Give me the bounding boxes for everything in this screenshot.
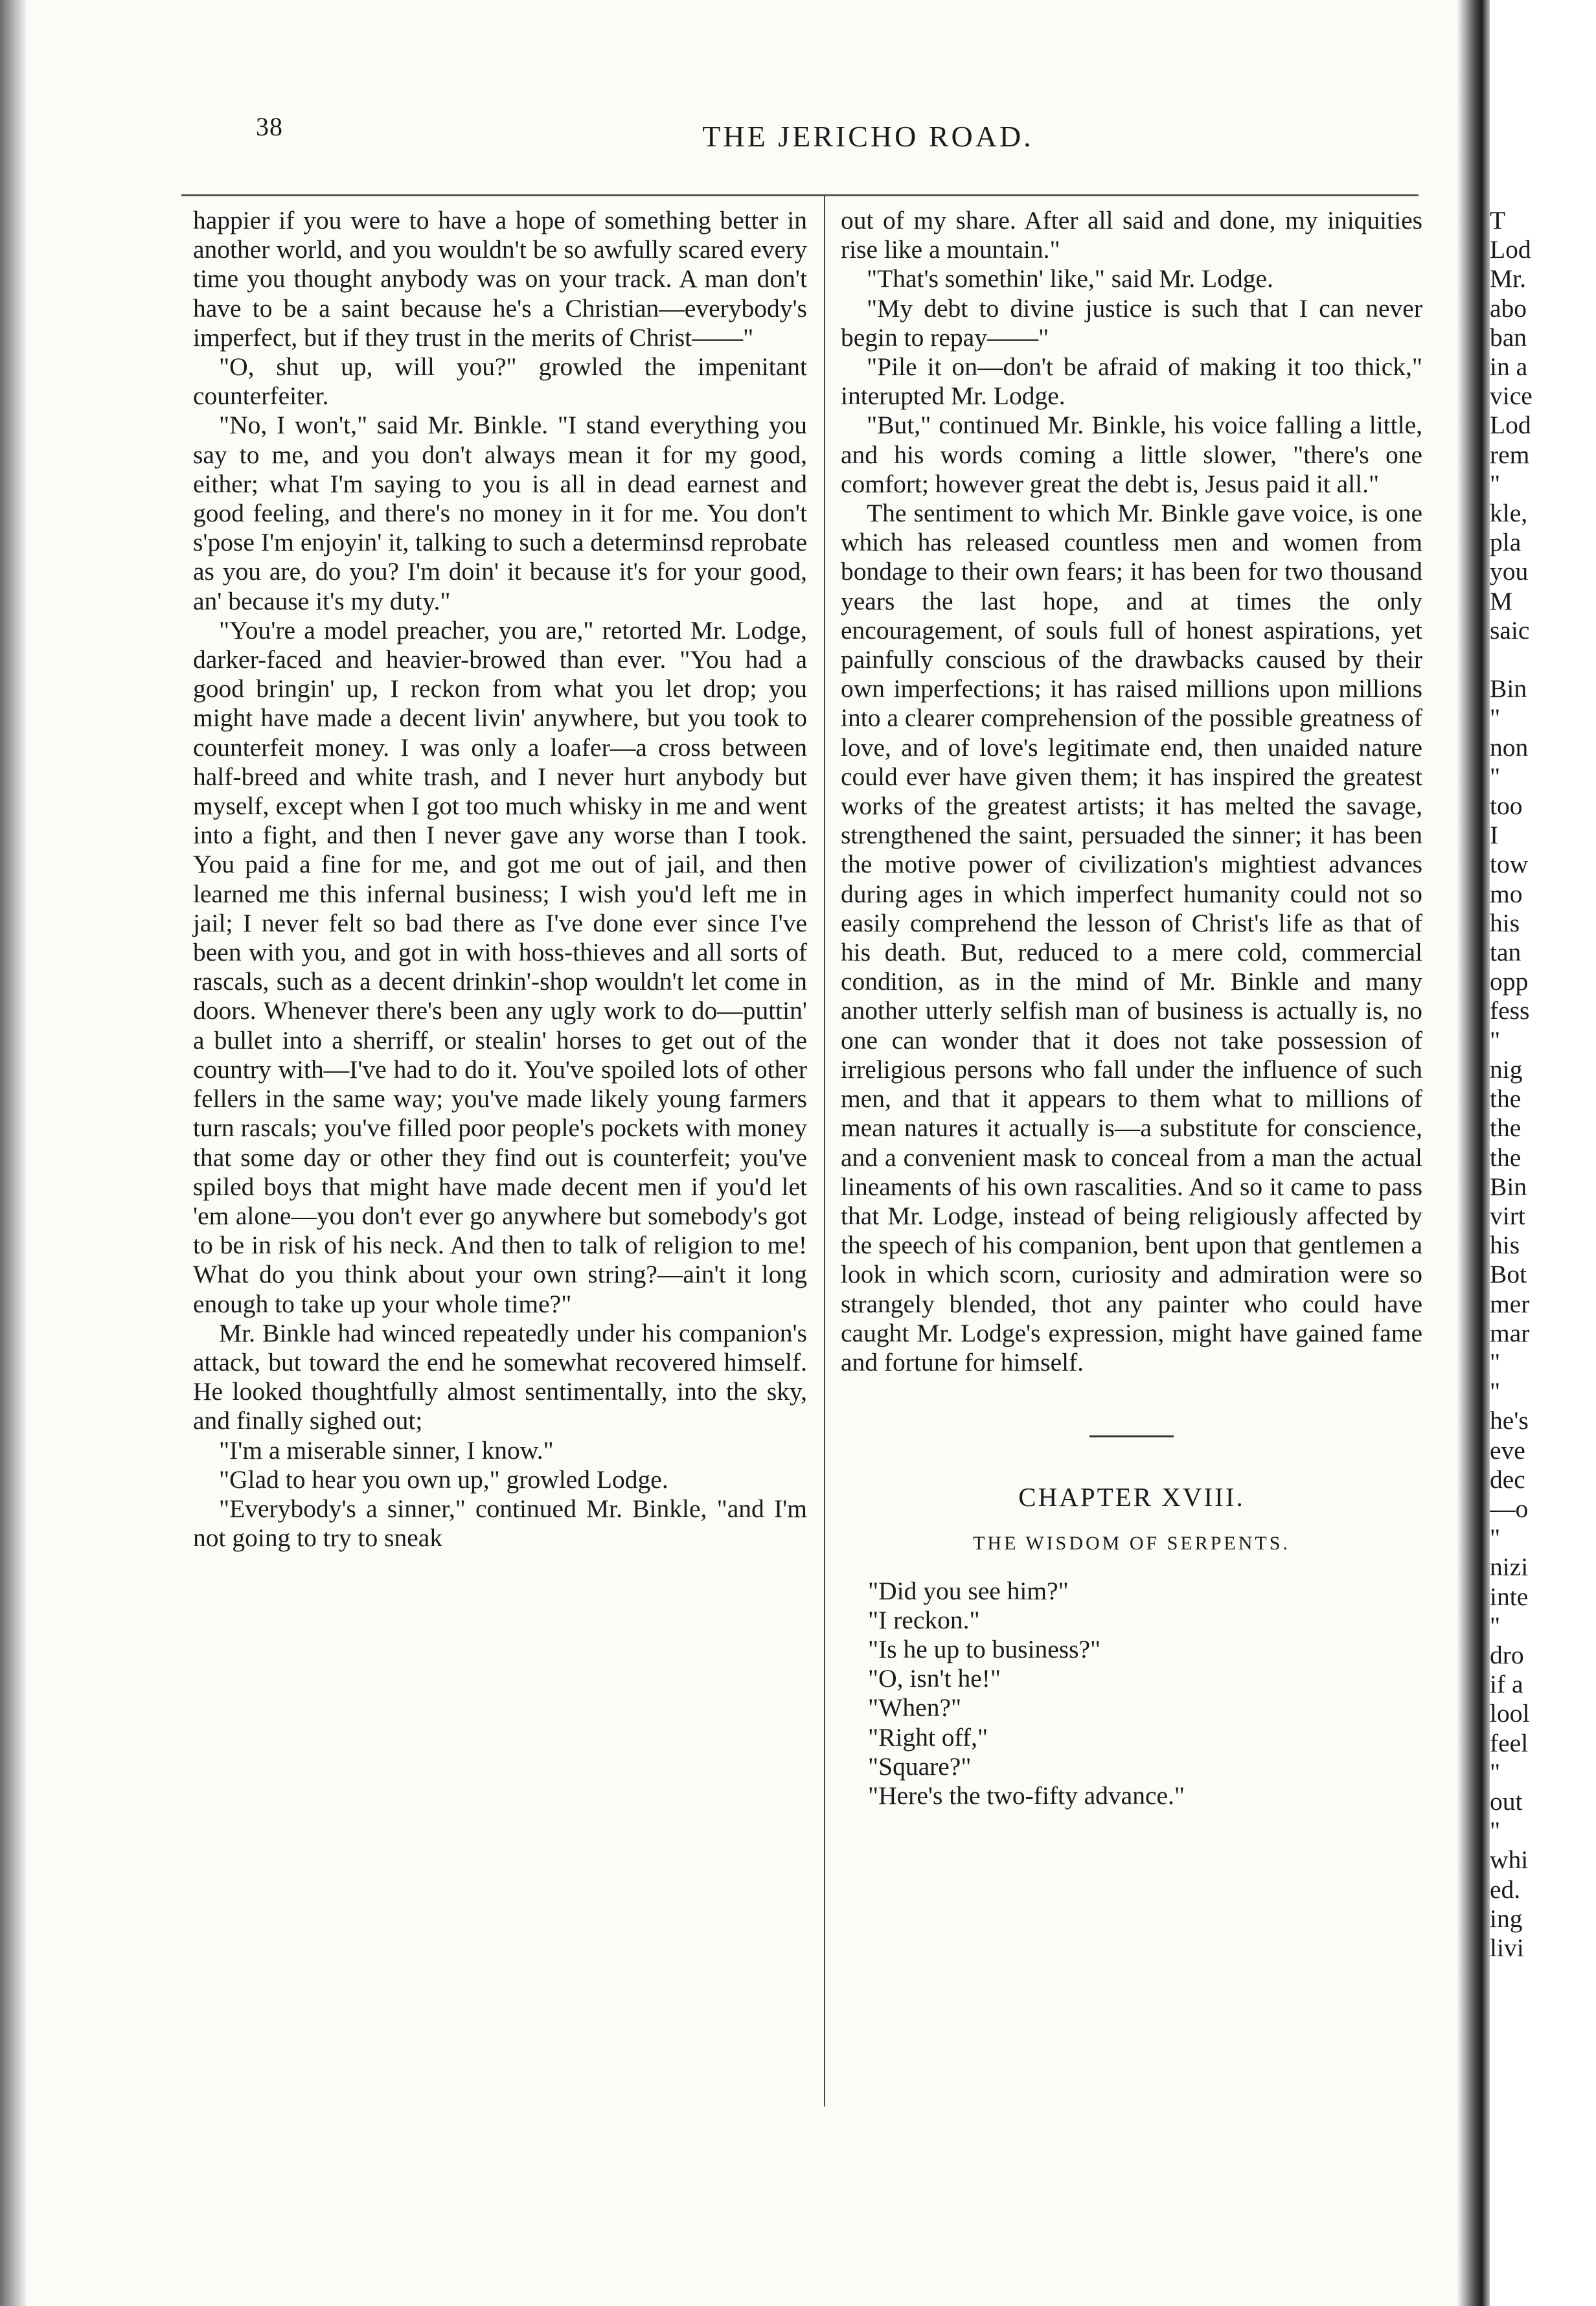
dialog-line: "I reckon.": [868, 1605, 980, 1634]
facing-page-line: dec: [1490, 1465, 1525, 1494]
facing-page-line: in a: [1490, 352, 1528, 382]
page-number: 38: [256, 112, 283, 141]
facing-page-line: ": [1490, 1524, 1501, 1553]
facing-page-line: ed.: [1490, 1875, 1521, 1904]
chapter-subtitle: THE WISDOM OF SERPENTS.: [973, 1533, 1290, 1555]
dialog-line: "When?": [868, 1693, 962, 1722]
facing-page-line: too: [1490, 792, 1523, 821]
facing-page-line: Mr.: [1490, 264, 1526, 293]
facing-page-line: dro: [1490, 1640, 1524, 1669]
scan-edge-shadow: [0, 0, 26, 2306]
facing-page-line: nizi: [1490, 1553, 1529, 1582]
facing-page-line: Bot: [1490, 1260, 1527, 1289]
paragraph: The sentiment to which Mr. Binkle gave voice, is one which has released countless men and women from bondage to their own fears; it has been for two thousand years the last hope, and at times the only encouragement, of souls full of honest aspirations, yet painfully conscious of the drawbacks caused by their own imperfections; it has raised millions upon millions into a clearer comprehension of the possible greatness of love, and of love's legitimate end, then unaided nature could ever have given them; it has inspired the greatest works of the greatest artists; it has melted the savage, strengthened the saint, persuaded the sinner; it has been the motive power of civilization's mightiest advances during ages in which imperfect humanity could not so easily comprehend the lesson of Christ's life as that of his death. But, reduced to a mere cold, commercial condition, as in the mind of Mr. Binkle and many another utterly selfish man of business is actually is, no one can wonder that it does not take possession of irreligious persons who fall under the influence of such men, and that it appears to them what to millions of mean natures it actually is—a substitute for conscience, and a convenient mask to conceal from a man the actual lineaments of his own rascalities. And so it came to pass that Mr. Lodge, instead of being religiously affected by the speech of his companion, bent upon that gentlemen a look in which scorn, curiosity and admiration were so strangely blended, thot any painter who could have caught Mr. Lodge's expression, might have gained fame and fortune for himself.: [841, 499, 1422, 1376]
dialog-line: "Did you see him?": [868, 1576, 1069, 1605]
facing-page-line: feel: [1490, 1728, 1529, 1757]
facing-page-line: abo: [1490, 293, 1527, 323]
paragraph: "My debt to divine justice is such that I can never begin to repay——": [841, 293, 1422, 352]
facing-page-line: out: [1490, 1787, 1523, 1816]
facing-page-line: Lod: [1490, 235, 1531, 264]
facing-page-line: pla: [1490, 528, 1522, 557]
facing-page-line: the: [1490, 1084, 1522, 1113]
facing-page-line: inte: [1490, 1582, 1529, 1611]
facing-page-line: ban: [1490, 323, 1527, 352]
facing-page-line: eve: [1490, 1435, 1525, 1465]
paragraph: "You're a model preacher, you are," retorted Mr. Lodge, darker-faced and heavier-browed than ever. "You had a good bringin' up, I reckon from what you let drop; you might have made a decent livin' anywhere, but you took to counterfeit money. I was only a loafer—a cross between half-breed and white trash, and I never hurt anybody but myself, except when I got too much whisky in me and went into a fight, and then I never gave any worse than I took. You paid a fine for me, and got me out of jail, and then learned me this infernal business; I wish you'd left me in jail; I never felt so bad there as I've done ever since I've been with you, and got in with hoss-thieves and all sorts of rascals, such as a decent drinkin'-shop wouldn't let come in doors. Whenever there's been any ugly work to do—puttin' a bullet into a sherriff, or stealin' horses to get out of the country with—I've had to do it. You've spoiled lots of other fellers in the same way; you've made likely young farmers turn rascals; you've filled poor people's pockets with money that some day or other they find out is counterfeit; you've spiled boys that might have made decent men if you'd let 'em alone—you don't ever go anywhere but somebody's got to be in risk of his neck. And then to talk of religion to me! What do you think about your own string?—ain't it long enough to take up your whole time?": [193, 615, 807, 1318]
facing-page-line: ": [1490, 1025, 1501, 1055]
facing-page-line: [1490, 645, 1596, 674]
facing-page-line: you: [1490, 557, 1529, 586]
facing-page-line: his: [1490, 1231, 1520, 1260]
facing-page-line: ": [1490, 1816, 1501, 1845]
paragraph: "Glad to hear you own up," growled Lodge.: [219, 1465, 668, 1494]
facing-page-line: Bin: [1490, 674, 1527, 703]
facing-page-line: T: [1490, 206, 1506, 234]
facing-page-line: he's: [1490, 1406, 1529, 1435]
chapter-separator-rule: [1089, 1435, 1174, 1437]
facing-page-line: I: [1490, 821, 1499, 850]
chapter-title: CHAPTER XVIII.: [1018, 1482, 1245, 1513]
chapter-dialog: [841, 1577, 1422, 1811]
facing-page-line: if a: [1490, 1670, 1523, 1699]
facing-page-line: his: [1490, 908, 1520, 937]
paragraph: "No, I won't," said Mr. Binkle. "I stand everything you say to me, and you don't always mean it for my good, either; what I'm saying to you is all in dead earnest and good feeling, and there's no money in it for me. You don't s'pose I'm enjoyin' it, talking to such a determinsd reprobate as you are, do you? I'm doin' it because it's for your good, an' because it's my duty.": [193, 411, 807, 615]
facing-page-line: mer: [1490, 1289, 1530, 1318]
paragraph: "I'm a miserable sinner, I know.": [219, 1435, 554, 1465]
book-gutter-shadow: [1457, 0, 1490, 2306]
facing-page-line: ": [1490, 703, 1501, 733]
dialog-line: "Here's the two-fifty advance.": [868, 1781, 1185, 1810]
facing-page-line: tan: [1490, 938, 1522, 967]
facing-page-line: —o: [1490, 1494, 1529, 1523]
column-divider: [824, 196, 825, 2106]
facing-page-line: saic: [1490, 615, 1530, 645]
facing-page-line: whi: [1490, 1845, 1529, 1875]
facing-page-line: Bin: [1490, 1172, 1527, 1201]
facing-page-line: lool: [1490, 1699, 1530, 1728]
paragraph: Mr. Binkle had winced repeatedly under his companion's attack, but toward the end he somewhat recovered himself. He looked thoughtfully almost sentimentally, into the sky, and finally sighed out;: [193, 1318, 807, 1435]
facing-page-line: ": [1490, 1611, 1501, 1640]
facing-page-line: virt: [1490, 1201, 1525, 1230]
facing-page-line: ing: [1490, 1904, 1523, 1933]
dialog-line: "Square?": [868, 1752, 972, 1781]
right-column: [841, 206, 1422, 1810]
facing-page-line: tow: [1490, 850, 1529, 879]
facing-page-line: non: [1490, 733, 1529, 762]
paragraph: "O, shut up, will you?" growled the impenitant counterfeiter.: [193, 352, 807, 411]
facing-page-line: ": [1490, 469, 1501, 498]
dialog-line: "Is he up to business?": [868, 1634, 1101, 1663]
dialog-line: "Right off,": [868, 1722, 988, 1752]
facing-page-line: the: [1490, 1143, 1522, 1172]
facing-page-line: mar: [1490, 1318, 1530, 1347]
left-column: [193, 206, 807, 1553]
facing-page-line: rem: [1490, 440, 1530, 469]
facing-page-line: ": [1490, 1757, 1501, 1787]
running-head: THE JERICHO ROAD.: [702, 120, 1034, 153]
paragraph: happier if you were to have a hope of something better in another world, and you wouldn't be so awfully scared every time you thought anybody was on your track. A man don't have to be a saint because he's a Christian—everybody's imperfect, but if they trust in the merits of Christ——": [193, 206, 807, 352]
facing-page-line: the: [1490, 1113, 1522, 1143]
facing-page-line: ": [1490, 1377, 1501, 1406]
facing-page-line: nig: [1490, 1055, 1523, 1084]
facing-page-line: vice: [1490, 382, 1533, 411]
facing-page-line: ": [1490, 762, 1501, 791]
facing-page-line: M: [1490, 586, 1513, 615]
paragraph: out of my share. After all said and done, my iniquities rise like a mountain.": [841, 206, 1422, 264]
facing-page-line: ": [1490, 1347, 1501, 1376]
dialog-line: "O, isn't he!": [868, 1664, 1001, 1693]
facing-page-fragment: [1490, 206, 1596, 1963]
facing-page-line: fess: [1490, 996, 1530, 1025]
facing-page-line: livi: [1490, 1933, 1524, 1962]
facing-page-line: kle,: [1490, 499, 1528, 528]
paragraph: "Everybody's a sinner," continued Mr. Binkle, "and I'm not going to try to sneak: [193, 1494, 807, 1553]
facing-page-line: mo: [1490, 879, 1523, 908]
paragraph: "That's somethin' like," said Mr. Lodge.: [867, 264, 1273, 293]
header-rule: [181, 194, 1419, 196]
paragraph: "But," continued Mr. Binkle, his voice falling a little, and his words coming a little slower, "there's one comfort; however great the debt is, Jesus paid it all.": [841, 411, 1422, 498]
paragraph: "Pile it on—don't be afraid of making it too thick," interupted Mr. Lodge.: [841, 352, 1422, 411]
facing-page-line: opp: [1490, 967, 1529, 996]
facing-page-line: Lod: [1490, 411, 1531, 440]
